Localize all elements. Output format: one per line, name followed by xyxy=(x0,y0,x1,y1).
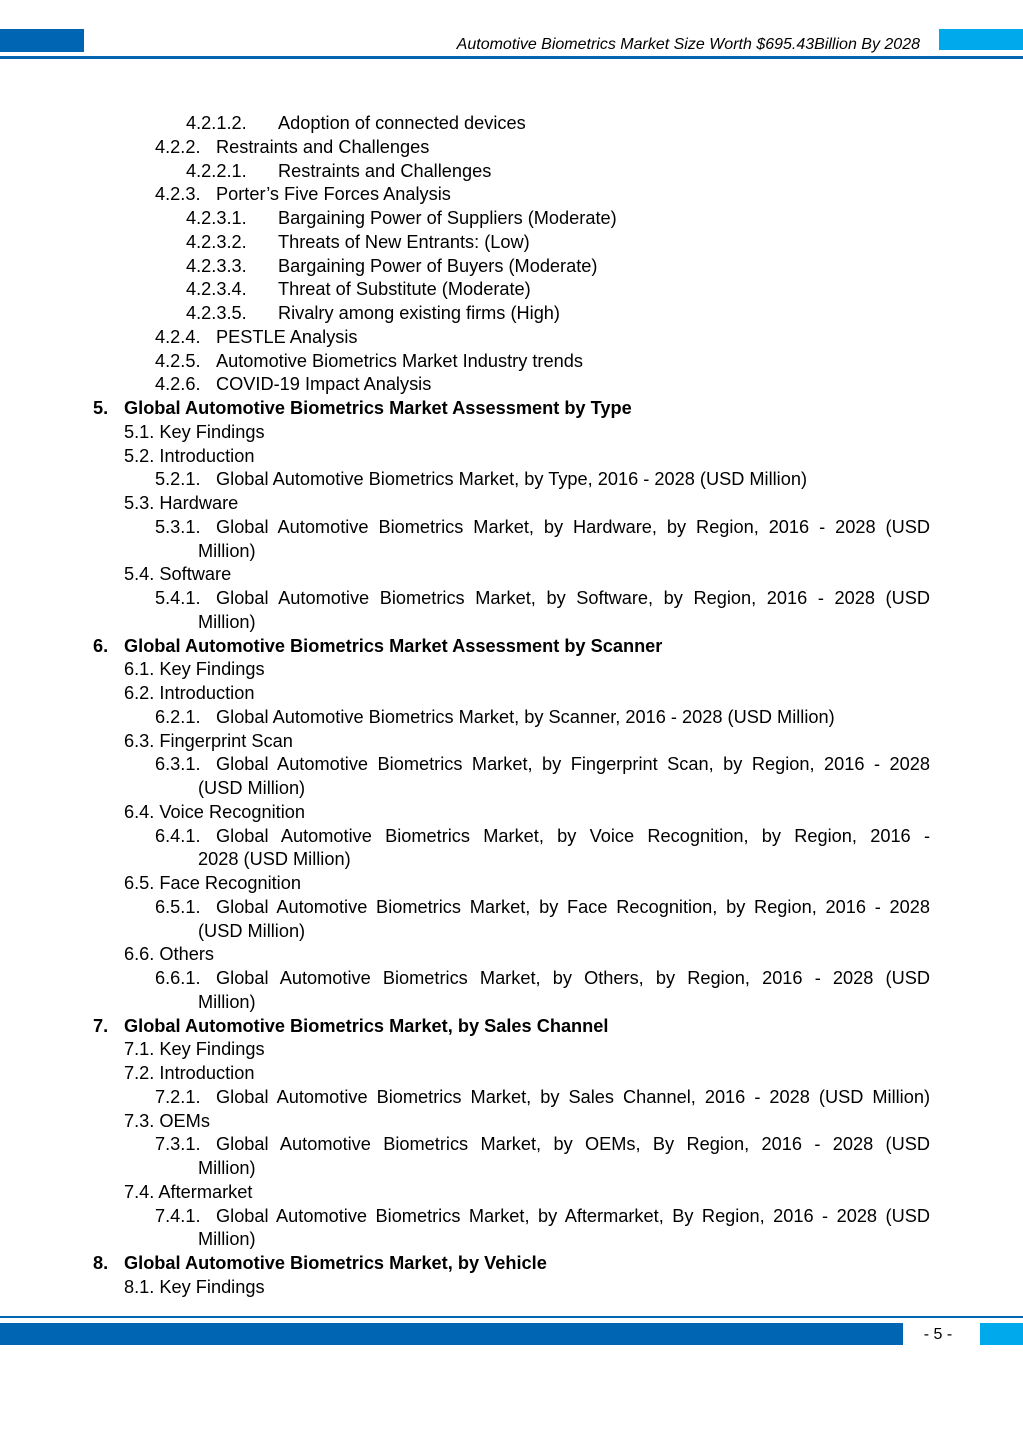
toc-entry-text: Global Automotive Biometrics Market Assessment by Scanner xyxy=(124,635,663,656)
page-number: - 5 - xyxy=(923,1326,953,1343)
toc-entry-text: Others xyxy=(159,944,214,965)
toc-entry xyxy=(0,1086,1023,1110)
toc-entry xyxy=(0,753,1023,777)
toc-entry-text: Introduction xyxy=(159,683,255,703)
toc-entry xyxy=(0,112,1023,136)
toc-entry-number: 5.1. xyxy=(124,421,155,442)
toc-entry-number: 7.4. xyxy=(124,1181,155,1202)
toc-entry-number: 4.2.3.5. xyxy=(186,303,247,323)
header-title: Automotive Biometrics Market Size Worth $695.43Billion By 2028 xyxy=(456,36,920,53)
toc-entry-number: 4.2.3.1. xyxy=(186,208,247,228)
toc-entry-number: 6.6. xyxy=(124,944,155,965)
toc-entry-text: Global Automotive Biometrics Market, by Aftermarket, By Region, 2016 - 2028 (USD xyxy=(216,1205,930,1226)
toc-entry-label xyxy=(124,872,301,896)
toc-entry-number: 6.4.1. xyxy=(155,825,201,846)
toc-entry-text: Key Findings xyxy=(159,421,265,442)
toc-entry-text: OEMs xyxy=(159,1110,210,1131)
toc-entry xyxy=(0,373,1023,397)
toc-entry-text: PESTLE Analysis xyxy=(216,326,358,347)
toc-entry-number: 6.5. xyxy=(124,873,155,893)
table-of-contents xyxy=(0,112,1023,1300)
toc-entry-label xyxy=(124,1276,265,1300)
toc-entry-number: 8. xyxy=(93,1253,109,1273)
toc-entry-text: (USD Million) xyxy=(198,920,306,941)
toc-entry-number: 5.4.1. xyxy=(155,588,201,608)
toc-entry-text: Key Findings xyxy=(159,1276,265,1297)
toc-entry xyxy=(0,231,1023,255)
toc-entry xyxy=(0,1205,1023,1229)
toc-entry xyxy=(0,872,1023,896)
toc-entry-text: Bargaining Power of Buyers (Moderate) xyxy=(278,255,598,276)
toc-entry xyxy=(0,943,1023,967)
toc-entry-text: Global Automotive Biometrics Market, by OEMs, By Region, 2016 - 2028 (USD xyxy=(216,1134,930,1155)
toc-entry-text: Adoption of connected devices xyxy=(278,113,526,133)
toc-entry-text: Million) xyxy=(198,540,256,561)
toc-entry-text: Aftermarket xyxy=(158,1181,253,1202)
toc-entry-number: 7.4.1. xyxy=(155,1205,201,1226)
toc-entry xyxy=(0,278,1023,302)
toc-entry-number: 7.2.1. xyxy=(155,1086,201,1107)
toc-entry xyxy=(0,492,1023,516)
toc-entry-number: 6.2.1. xyxy=(155,706,201,727)
toc-entry-text: Key Findings xyxy=(159,1039,265,1060)
toc-entry-text: Global Automotive Biometrics Market, by Software, by Region, 2016 - 2028 (USD xyxy=(216,588,930,608)
header-rule xyxy=(0,56,1023,59)
toc-entry-number: 4.2.2. xyxy=(155,136,201,157)
toc-entry-text: Automotive Biometrics Market Industry trends xyxy=(216,350,583,371)
toc-entry-number: 6.6.1. xyxy=(155,968,201,988)
toc-entry xyxy=(0,397,1023,421)
toc-entry-label xyxy=(124,682,254,706)
toc-entry-label xyxy=(124,563,231,587)
toc-entry-number: 5.3.1. xyxy=(155,516,201,537)
toc-entry-continuation xyxy=(0,848,1023,872)
toc-entry-text: Million) xyxy=(198,1158,256,1178)
toc-entry xyxy=(0,896,1023,920)
footer-accent-right xyxy=(980,1323,1023,1345)
toc-entry-number: 4.2.3.4. xyxy=(186,279,247,300)
toc-entry-number: 5.4. xyxy=(124,564,155,585)
toc-entry-number: 6.3. xyxy=(124,730,155,751)
header-accent-left xyxy=(0,29,84,52)
toc-entry-text: Restraints and Challenges xyxy=(278,160,492,181)
toc-entry-continuation xyxy=(0,1157,1023,1181)
toc-entry-text: Global Automotive Biometrics Market, by Others, by Region, 2016 - 2028 (USD xyxy=(216,968,930,988)
toc-entry-text: Million) xyxy=(198,611,256,632)
toc-entry-continuation xyxy=(0,1228,1023,1252)
toc-entry-number: 6.5.1. xyxy=(155,896,201,917)
toc-entry xyxy=(0,967,1023,991)
toc-entry-text: Hardware xyxy=(159,493,239,513)
toc-entry-number: 5. xyxy=(93,398,109,418)
toc-entry-text: Global Automotive Biometrics Market, by Sales Channel xyxy=(124,1015,609,1036)
toc-entry-number: 6.4. xyxy=(124,801,155,822)
toc-entry-number: 4.2.3.3. xyxy=(186,255,247,276)
toc-entry-number: 4.2.5. xyxy=(155,350,201,371)
toc-entry xyxy=(0,183,1023,207)
toc-entry xyxy=(0,682,1023,706)
toc-entry xyxy=(0,326,1023,350)
toc-entry-number: 5.3. xyxy=(124,493,155,513)
toc-entry-text: (USD Million) xyxy=(198,778,306,798)
toc-entry-text: Rivalry among existing firms (High) xyxy=(278,303,560,323)
toc-entry-number: 4.2.3. xyxy=(155,184,201,205)
toc-entry-label xyxy=(124,801,305,825)
toc-entry xyxy=(0,1062,1023,1086)
toc-entry xyxy=(0,730,1023,754)
toc-entry-label xyxy=(124,445,254,469)
toc-entry xyxy=(0,255,1023,279)
toc-entry-text: Restraints and Challenges xyxy=(216,136,430,157)
toc-entry-text: Global Automotive Biometrics Market, by Vehicle xyxy=(124,1253,547,1273)
toc-entry-text: Software xyxy=(159,564,232,585)
toc-entry-text: Global Automotive Biometrics Market, by Fingerprint Scan, by Region, 2016 - 2028 xyxy=(216,754,930,775)
toc-entry-number: 7. xyxy=(93,1015,109,1036)
toc-entry-continuation xyxy=(0,540,1023,564)
toc-entry-label xyxy=(124,421,265,445)
toc-entry-number: 6. xyxy=(93,635,109,656)
toc-entry-number: 4.2.1.2. xyxy=(186,113,247,133)
toc-entry-label xyxy=(124,1038,265,1062)
toc-entry-text: Global Automotive Biometrics Market, by Face Recognition, by Region, 2016 - 2028 xyxy=(216,896,930,917)
toc-entry xyxy=(0,1015,1023,1039)
toc-entry xyxy=(0,1252,1023,1276)
toc-entry-number: 5.2. xyxy=(124,445,155,466)
toc-entry xyxy=(0,587,1023,611)
toc-entry-text: Global Automotive Biometrics Market, by Scanner, 2016 - 2028 (USD Million) xyxy=(216,706,835,727)
toc-entry-text: Million) xyxy=(198,1229,256,1250)
toc-entry xyxy=(0,445,1023,469)
toc-entry-text: Fingerprint Scan xyxy=(159,730,293,751)
toc-entry-text: Global Automotive Biometrics Market, by Hardware, by Region, 2016 - 2028 (USD xyxy=(216,516,930,537)
toc-entry-text: Global Automotive Biometrics Market, by Voice Recognition, by Region, 2016 - xyxy=(216,825,930,846)
footer-rule xyxy=(0,1316,1023,1318)
toc-entry-number: 7.2. xyxy=(124,1063,155,1083)
toc-entry-text: Bargaining Power of Suppliers (Moderate) xyxy=(278,208,617,228)
toc-entry xyxy=(0,1110,1023,1134)
toc-entry-number: 8.1. xyxy=(124,1276,155,1297)
toc-entry-label xyxy=(124,943,214,967)
toc-entry-continuation xyxy=(0,991,1023,1015)
toc-entry-text: Global Automotive Biometrics Market, by Type, 2016 - 2028 (USD Million) xyxy=(216,469,808,490)
toc-entry-label xyxy=(124,1062,254,1086)
toc-entry-text: Million) xyxy=(198,991,256,1012)
toc-entry xyxy=(0,563,1023,587)
toc-entry-number: 7.3.1. xyxy=(155,1134,201,1155)
toc-entry xyxy=(0,1181,1023,1205)
toc-entry-number: 6.2. xyxy=(124,683,155,703)
toc-entry-text: Introduction xyxy=(159,1063,255,1083)
toc-entry xyxy=(0,1133,1023,1157)
toc-entry-number: 7.3. xyxy=(124,1110,155,1131)
toc-entry xyxy=(0,207,1023,231)
toc-entry-number: 4.2.2.1. xyxy=(186,160,247,181)
toc-entry xyxy=(0,825,1023,849)
toc-entry-text: Voice Recognition xyxy=(159,801,306,822)
header-accent-right xyxy=(939,29,1023,50)
toc-entry-number: 6.3.1. xyxy=(155,754,201,775)
toc-entry xyxy=(0,658,1023,682)
toc-entry-number: 5.2.1. xyxy=(155,469,201,490)
toc-entry-text: Introduction xyxy=(159,445,255,466)
toc-entry-text: Threats of New Entrants: (Low) xyxy=(278,231,530,252)
toc-entry xyxy=(0,801,1023,825)
toc-entry-label xyxy=(124,658,265,682)
toc-entry-text: Global Automotive Biometrics Market, by Sales Channel, 2016 - 2028 (USD Million) xyxy=(216,1086,930,1107)
toc-entry xyxy=(0,421,1023,445)
toc-entry-text: COVID-19 Impact Analysis xyxy=(216,374,432,395)
toc-entry xyxy=(0,350,1023,374)
toc-entry-text: Global Automotive Biometrics Market Assessment by Type xyxy=(124,398,632,418)
toc-entry xyxy=(0,516,1023,540)
toc-entry xyxy=(0,706,1023,730)
toc-entry-text: Porter’s Five Forces Analysis xyxy=(216,184,451,205)
toc-entry-number: 7.1. xyxy=(124,1039,155,1060)
footer-bar xyxy=(0,1323,903,1345)
toc-entry-number: 4.2.4. xyxy=(155,326,201,347)
toc-entry xyxy=(0,160,1023,184)
toc-entry xyxy=(0,468,1023,492)
toc-entry xyxy=(0,1038,1023,1062)
toc-entry-number: 6.1. xyxy=(124,659,155,680)
toc-entry-number: 4.2.6. xyxy=(155,374,201,395)
toc-entry-text: Face Recognition xyxy=(159,873,301,893)
toc-entry-continuation xyxy=(0,777,1023,801)
toc-entry-label xyxy=(124,730,293,754)
toc-entry xyxy=(0,136,1023,160)
toc-entry-label xyxy=(124,492,238,516)
toc-entry-text: 2028 (USD Million) xyxy=(198,849,351,870)
toc-entry-continuation xyxy=(0,611,1023,635)
toc-entry-label xyxy=(124,1110,210,1134)
toc-entry-text: Threat of Substitute (Moderate) xyxy=(278,279,531,300)
toc-entry xyxy=(0,635,1023,659)
toc-entry-text: Key Findings xyxy=(159,659,265,680)
toc-entry-label xyxy=(124,1181,252,1205)
toc-entry-continuation xyxy=(0,920,1023,944)
toc-entry xyxy=(0,1276,1023,1300)
toc-entry xyxy=(0,302,1023,326)
toc-entry-number: 4.2.3.2. xyxy=(186,231,247,252)
